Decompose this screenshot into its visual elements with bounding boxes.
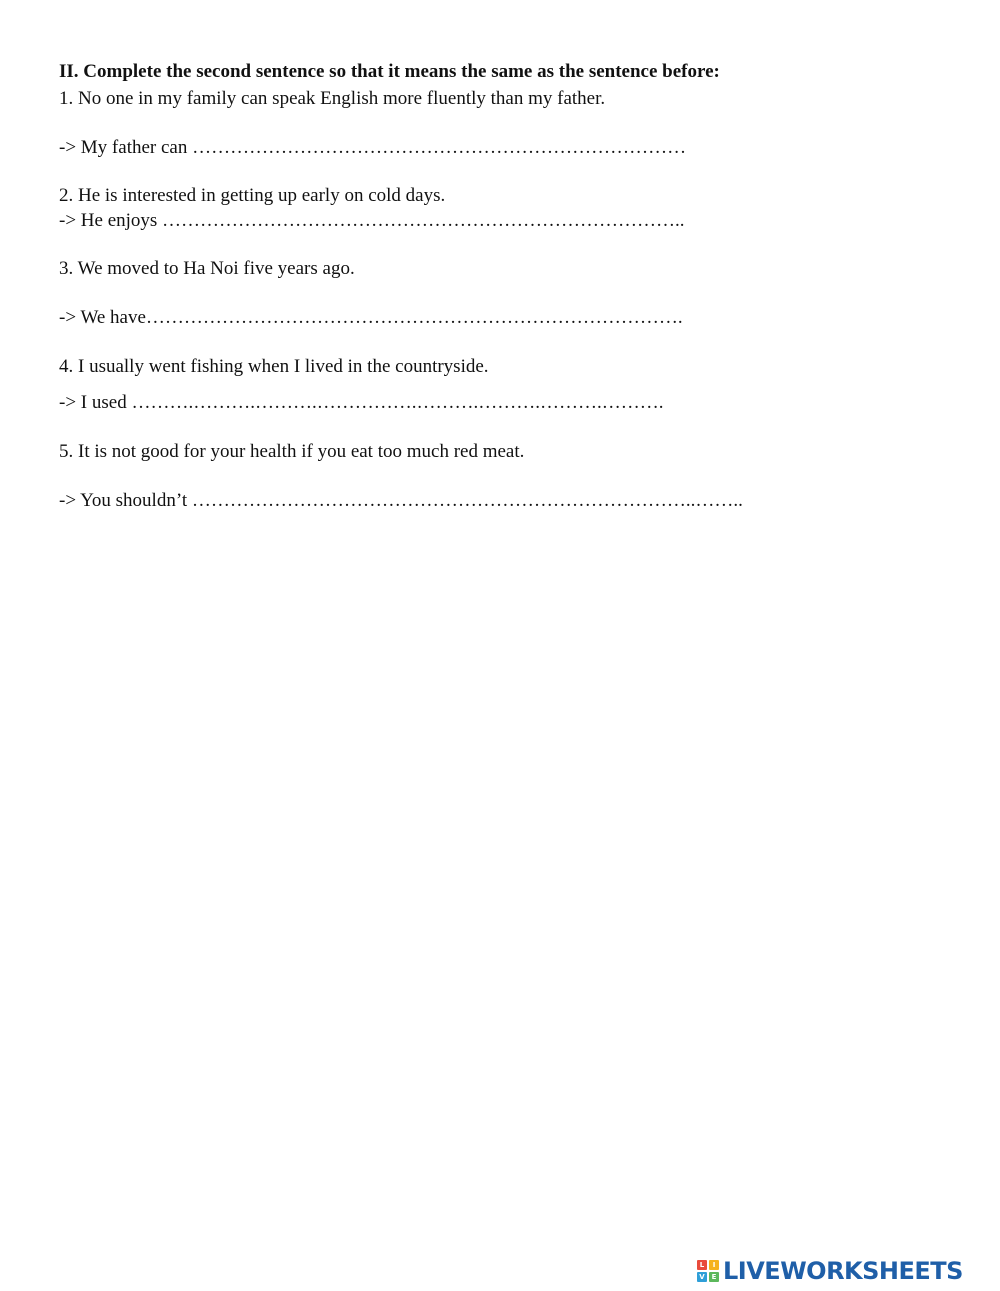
question-1-answer-line[interactable]: -> My father can …………………………………………………………………… <box>59 137 687 158</box>
logo-square-e: E <box>709 1272 719 1282</box>
liveworksheets-logo <box>697 1255 963 1287</box>
exercise-heading: II. Complete the second sentence so that it means the same as the sentence before: <box>59 61 720 82</box>
logo-square-v: V <box>697 1272 707 1282</box>
question-5-answer-line[interactable]: -> You shouldn’t ……………………………………………………………………..…….. <box>59 490 743 511</box>
logo-wordmark: LIVEWORKSHEETS <box>723 1257 963 1285</box>
question-2-answer-line[interactable]: -> He enjoys ……………………………………………………………………….. <box>59 210 685 231</box>
question-4-answer-line[interactable]: -> I used ……….……….……….…………….……….……….……….………. <box>59 392 664 413</box>
question-1-sentence: 1. No one in my family can speak English more fluently than my father. <box>59 88 606 109</box>
question-5-sentence: 5. It is not good for your health if you eat too much red meat. <box>59 441 525 462</box>
logo-square-l: L <box>697 1260 707 1270</box>
question-3-sentence: 3. We moved to Ha Noi five years ago. <box>59 258 355 279</box>
logo-square-i: I <box>709 1260 719 1270</box>
question-3-answer-line[interactable]: -> We have…………………………………………………………………………. <box>59 307 683 328</box>
question-2-sentence: 2. He is interested in getting up early on cold days. <box>59 185 446 206</box>
logo-squares-icon <box>697 1260 719 1282</box>
question-4-sentence: 4. I usually went fishing when I lived in the countryside. <box>59 356 489 377</box>
